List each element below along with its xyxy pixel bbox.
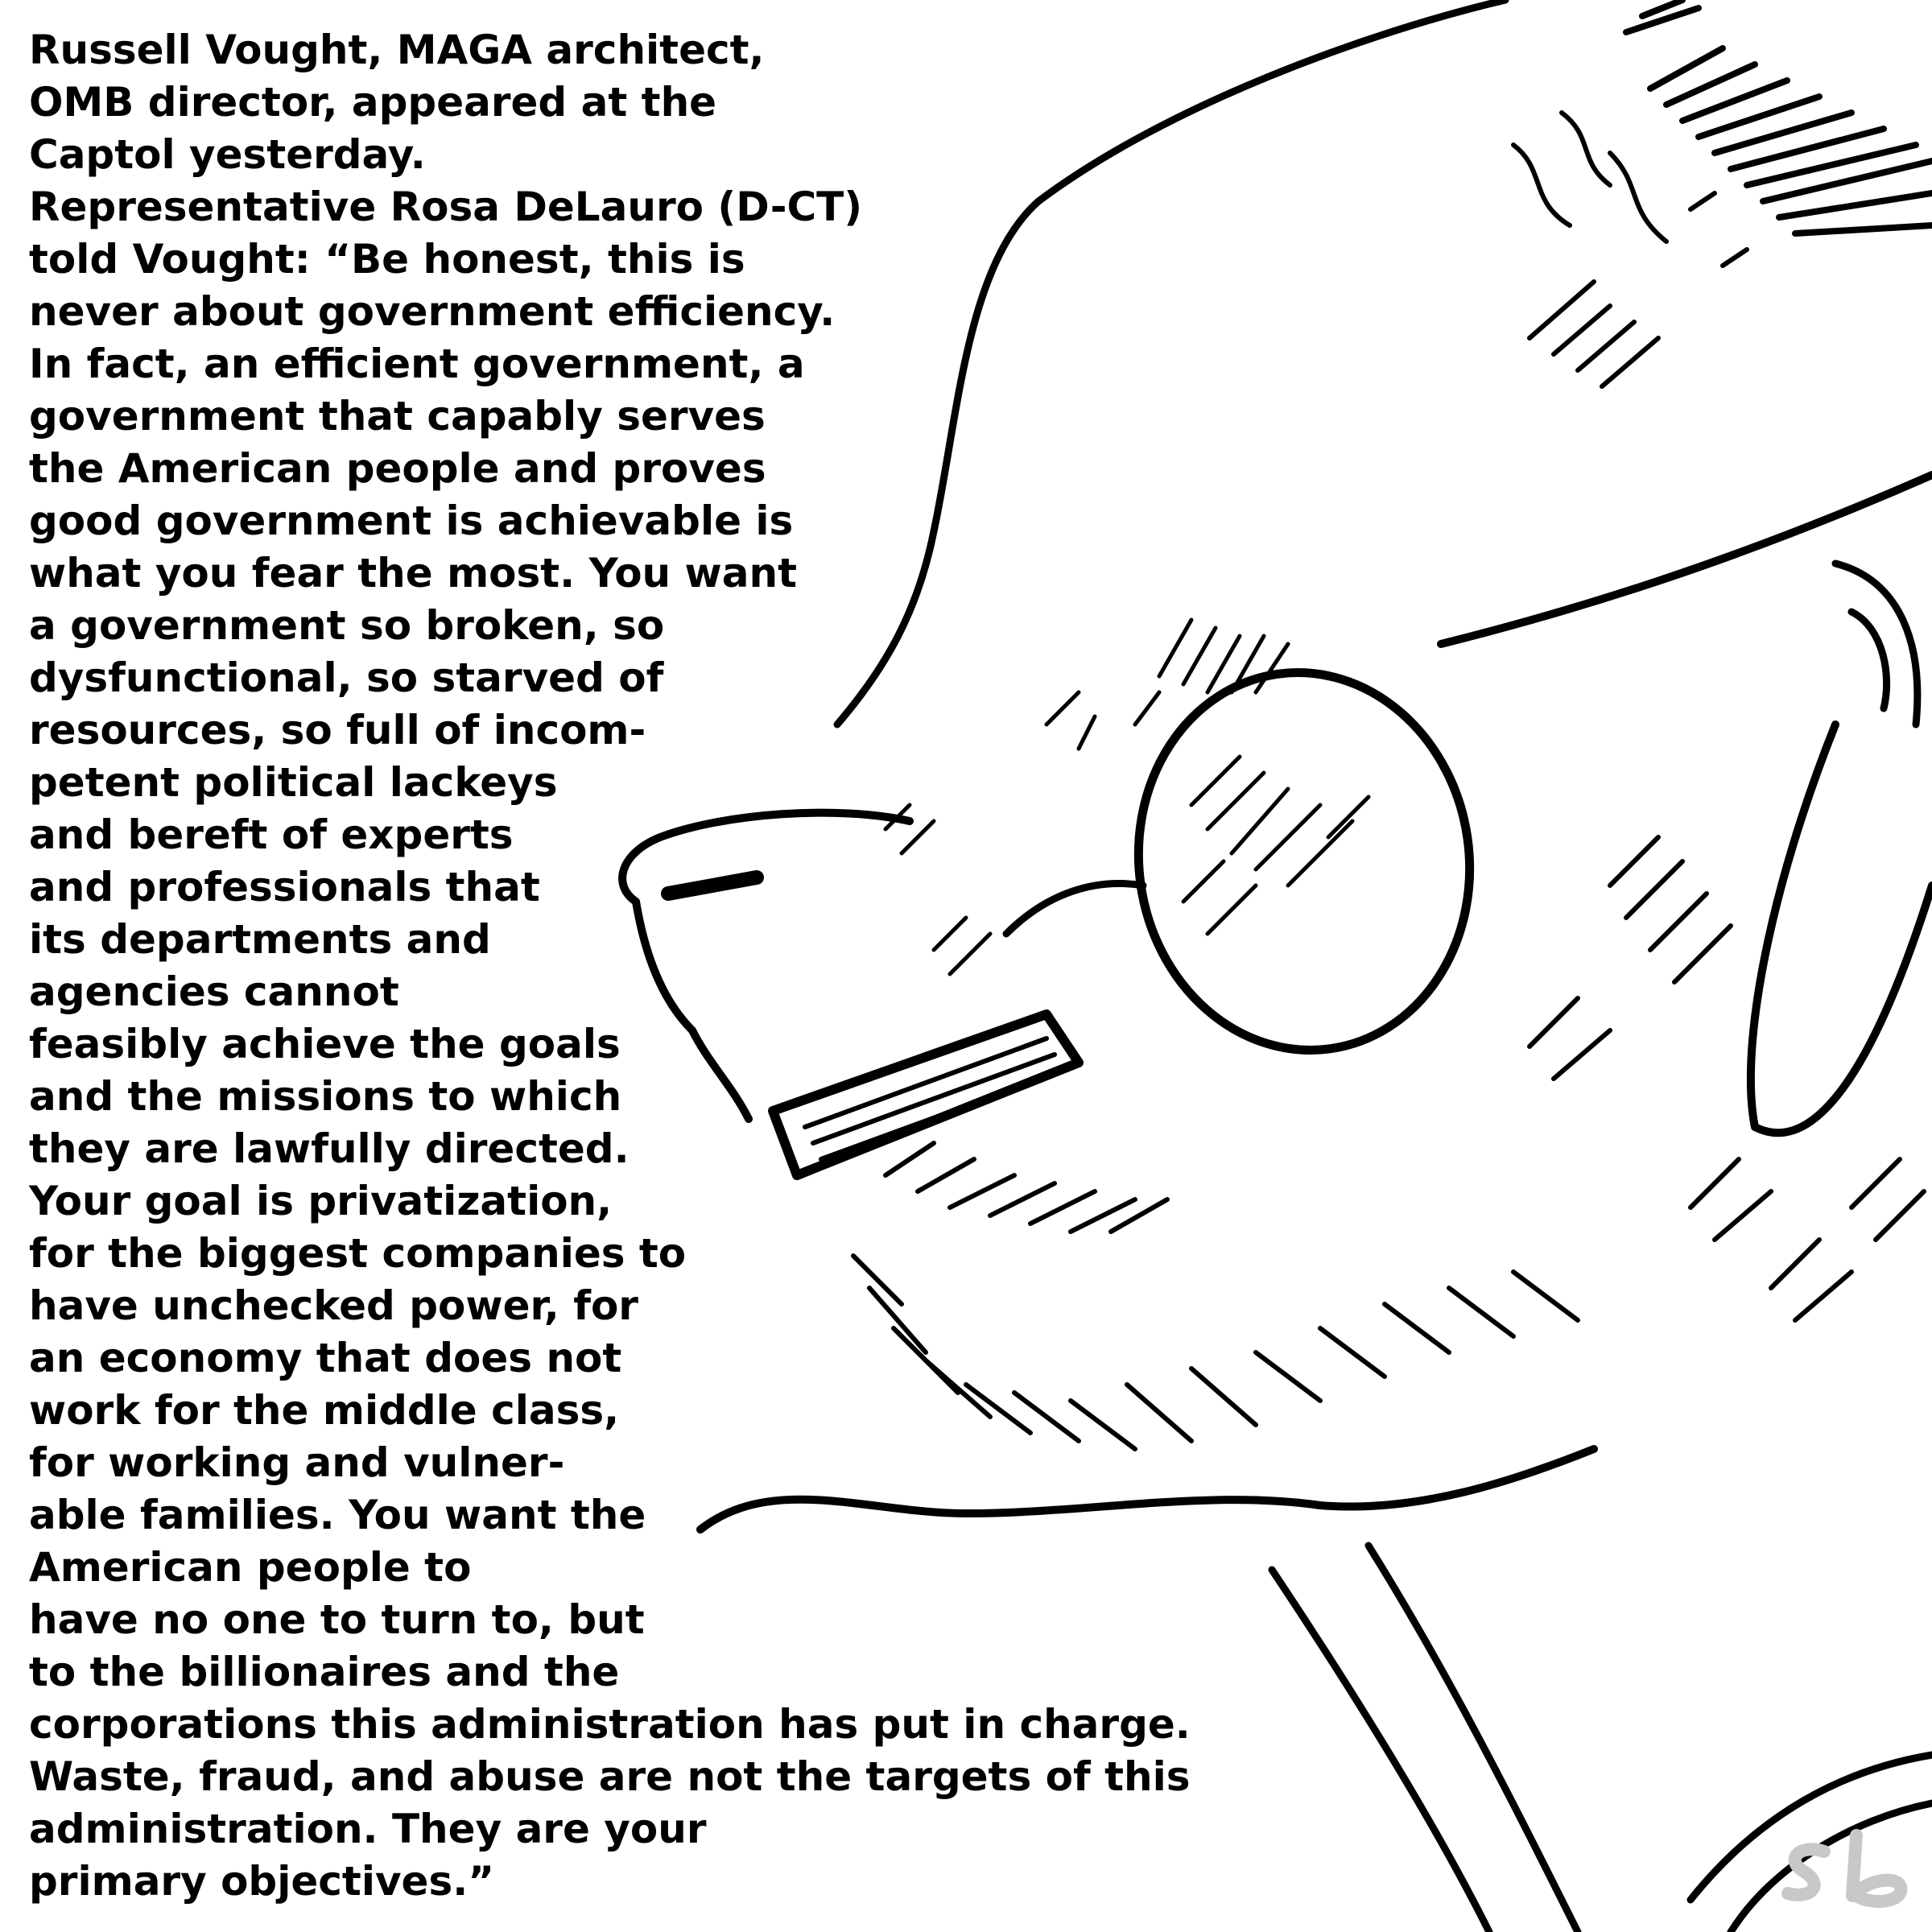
quote-line: a government so broken, so <box>29 602 665 649</box>
quote-line: OMB director, appeared at the <box>29 79 717 126</box>
quote-text <box>29 24 1191 1908</box>
quote-line: its departments and <box>29 916 491 963</box>
quote-line: Waste, fraud, and abuse are not the targets of this <box>29 1753 1191 1800</box>
quote-line: for the biggest companies to <box>29 1230 687 1277</box>
quote-line: able families. You want the <box>29 1492 646 1538</box>
artist-signature <box>1768 1827 1929 1908</box>
cheek-hatching <box>1530 837 1924 1320</box>
ear <box>1835 564 1918 724</box>
quote-line: agencies cannot <box>29 968 399 1015</box>
quote-line: Russell Vought, MAGA architect, <box>29 27 765 73</box>
quote-line: have no one to turn to, but <box>29 1596 645 1643</box>
quote-line: Representative Rosa DeLauro (D-CT) <box>29 184 863 230</box>
quote-line: corporations this administration has put in charge. <box>29 1701 1191 1748</box>
neck <box>1272 1546 1578 1932</box>
quote-line: good government is achievable is <box>29 497 794 544</box>
quote-line: dysfunctional, so starved of <box>29 654 664 701</box>
quote-line: American people to <box>29 1544 472 1591</box>
quote-line: work for the middle class, <box>29 1387 620 1434</box>
quote-line: and bereft of experts <box>29 811 514 858</box>
quote-line: told Vought: “Be honest, this is <box>29 236 745 283</box>
quote-line: and the missions to which <box>29 1073 622 1120</box>
quote-line: they are lawfully directed. <box>29 1125 630 1172</box>
quote-line: for working and vulner- <box>29 1439 565 1486</box>
quote-line: feasibly achieve the goals <box>29 1021 621 1067</box>
quote-line: never about government efficiency. <box>29 288 836 335</box>
quote-line: Captol yesterday. <box>29 131 426 178</box>
quote-line: and professionals that <box>29 864 540 910</box>
quote-line: resources, so full of incom- <box>29 707 646 753</box>
quote-line: administration. They are your <box>29 1806 707 1852</box>
quote-line: what you fear the most. You want <box>29 550 797 597</box>
quote-line: to the billionaires and the <box>29 1649 620 1695</box>
quote-line: primary objectives.” <box>29 1858 495 1905</box>
quote-line: have unchecked power, for <box>29 1282 638 1329</box>
quote-line: an economy that does not <box>29 1335 622 1381</box>
hair-hatching <box>1626 0 1932 233</box>
eye-hatching <box>1183 757 1368 934</box>
quote-line: petent political lackeys <box>29 759 558 806</box>
quote-line: Your goal is privatization, <box>29 1178 613 1224</box>
quote-line: the American people and proves <box>29 445 766 492</box>
glasses-lens-far <box>1751 724 1932 1133</box>
quote-line: In fact, an efficient government, a <box>29 341 805 387</box>
quote-line: government that capably serves <box>29 393 766 440</box>
